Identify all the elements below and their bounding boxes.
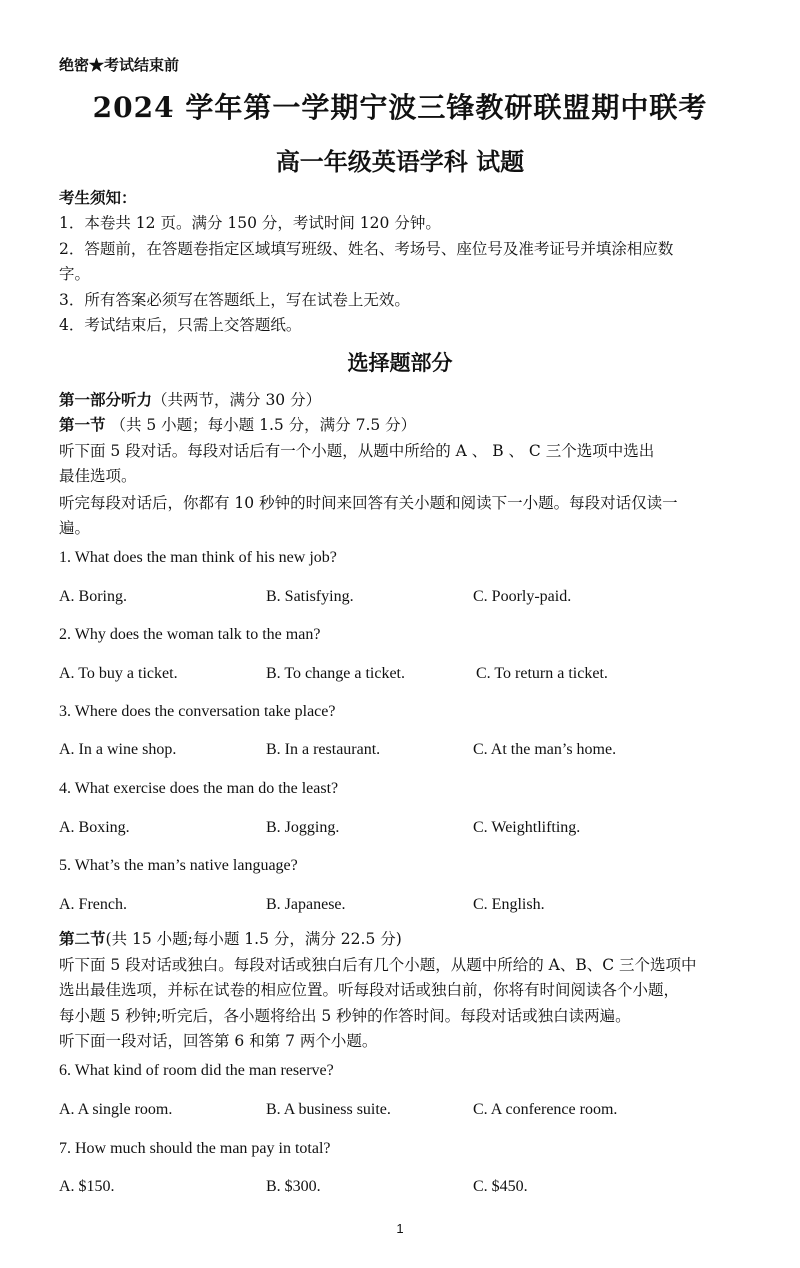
section2-note: (共 15 小题;每小题 1.5 分，满分 22.5 分) xyxy=(105,930,402,948)
q5-option-a: A. French. xyxy=(59,896,127,913)
q1-option-c: C. Poorly-paid. xyxy=(473,588,572,605)
q6-option-b: B. A business suite. xyxy=(266,1101,391,1118)
confidential-label: 绝密★考试结束前 xyxy=(59,56,180,74)
q4-option-b: B. Jogging. xyxy=(266,819,340,836)
exam-title: 2024 学年第一学期宁波三锋教研联盟期中联考 xyxy=(92,91,708,124)
notice-item: 2．答题前，在答题卷指定区域填写班级、姓名、考场号、座位号及准考证号并填涂相应数 xyxy=(59,240,674,258)
instruction-line: 听下面 5 段对话。每段对话后有一个小题，从题中所给的 A 、 B 、 C 三个选项中选出 xyxy=(59,442,655,460)
instruction-line: 每小题 5 秒钟;听完后，各小题将给出 5 秒钟的作答时间。每段对话或独白读两遍。 xyxy=(59,1007,631,1025)
section2-heading: 第二节 xyxy=(59,929,106,948)
q2-option-b: B. To change a ticket. xyxy=(266,665,405,682)
q3-option-c: C. At the man’s home. xyxy=(473,741,617,758)
q7-option-b: B. $300. xyxy=(266,1178,321,1195)
question-4: 4. What exercise does the man do the least? xyxy=(59,780,339,797)
question-2: 2. Why does the woman talk to the man? xyxy=(59,626,321,643)
section1-heading: 第一节 xyxy=(59,415,106,434)
section2-header xyxy=(59,927,402,949)
question-6: 6. What kind of room did the man reserve? xyxy=(59,1062,334,1079)
notice-item: 4．考试结束后，只需上交答题纸。 xyxy=(59,316,302,334)
section1-header xyxy=(59,413,416,435)
notice-item: 字。 xyxy=(59,265,91,283)
section1-note: （共 5 小题；每小题 1.5 分，满分 7.5 分） xyxy=(110,416,417,434)
question-5: 5. What’s the man’s native language? xyxy=(59,857,298,874)
exam-subtitle: 高一年级英语学科 试题 xyxy=(275,147,525,176)
q5-option-c: C. English. xyxy=(473,896,545,913)
q2-option-a: A. To buy a ticket. xyxy=(59,665,178,682)
question-3: 3. Where does the conversation take place? xyxy=(59,703,336,720)
part1-heading: 第一部分听力 xyxy=(59,390,153,409)
instruction-line: 听下面一段对话，回答第 6 和第 7 两个小题。 xyxy=(59,1032,378,1050)
page-number: 1 xyxy=(396,1221,404,1236)
instruction-line: 听下面 5 段对话或独白。每段对话或独白后有几个小题，从题中所给的 A、B、C 三个选项中 xyxy=(59,956,697,974)
q3-option-a: A. In a wine shop. xyxy=(59,741,177,758)
q6-option-a: A. A single room. xyxy=(59,1101,173,1118)
instruction-line: 遍。 xyxy=(59,519,91,537)
section-title: 选择题部分 xyxy=(347,350,453,375)
notice-item: 3．所有答案必须写在答题纸上，写在试卷上无效。 xyxy=(59,291,410,309)
q2-option-c: C. To return a ticket. xyxy=(476,665,608,682)
q4-option-a: A. Boxing. xyxy=(59,819,130,836)
q1-option-b: B. Satisfying. xyxy=(266,588,354,605)
q7-option-a: A. $150. xyxy=(59,1178,115,1195)
notice-heading: 考生须知： xyxy=(59,188,137,207)
part1-header xyxy=(59,388,321,410)
q5-option-b: B. Japanese. xyxy=(266,896,346,913)
instruction-line: 最佳选项。 xyxy=(59,467,137,485)
q1-option-a: A. Boring. xyxy=(59,588,127,605)
question-7: 7. How much should the man pay in total? xyxy=(59,1140,331,1157)
q7-option-c: C. $450. xyxy=(473,1178,528,1195)
instruction-line: 听完每段对话后，你都有 10 秒钟的时间来回答有关小题和阅读下一小题。每段对话仅读一 xyxy=(59,494,678,512)
q4-option-c: C. Weightlifting. xyxy=(473,819,581,836)
question-1: 1. What does the man think of his new job? xyxy=(59,549,337,566)
q6-option-c: C. A conference room. xyxy=(473,1101,618,1118)
instruction-line: 选出最佳选项，并标在试卷的相应位置。听每段对话或独白前，你将有时间阅读各个小题， xyxy=(59,981,680,999)
part1-note: （共两节，满分 30 分） xyxy=(152,391,322,409)
notice-item: 1．本卷共 12 页。满分 150 分，考试时间 120 分钟。 xyxy=(59,214,441,232)
q3-option-b: B. In a restaurant. xyxy=(266,741,381,758)
